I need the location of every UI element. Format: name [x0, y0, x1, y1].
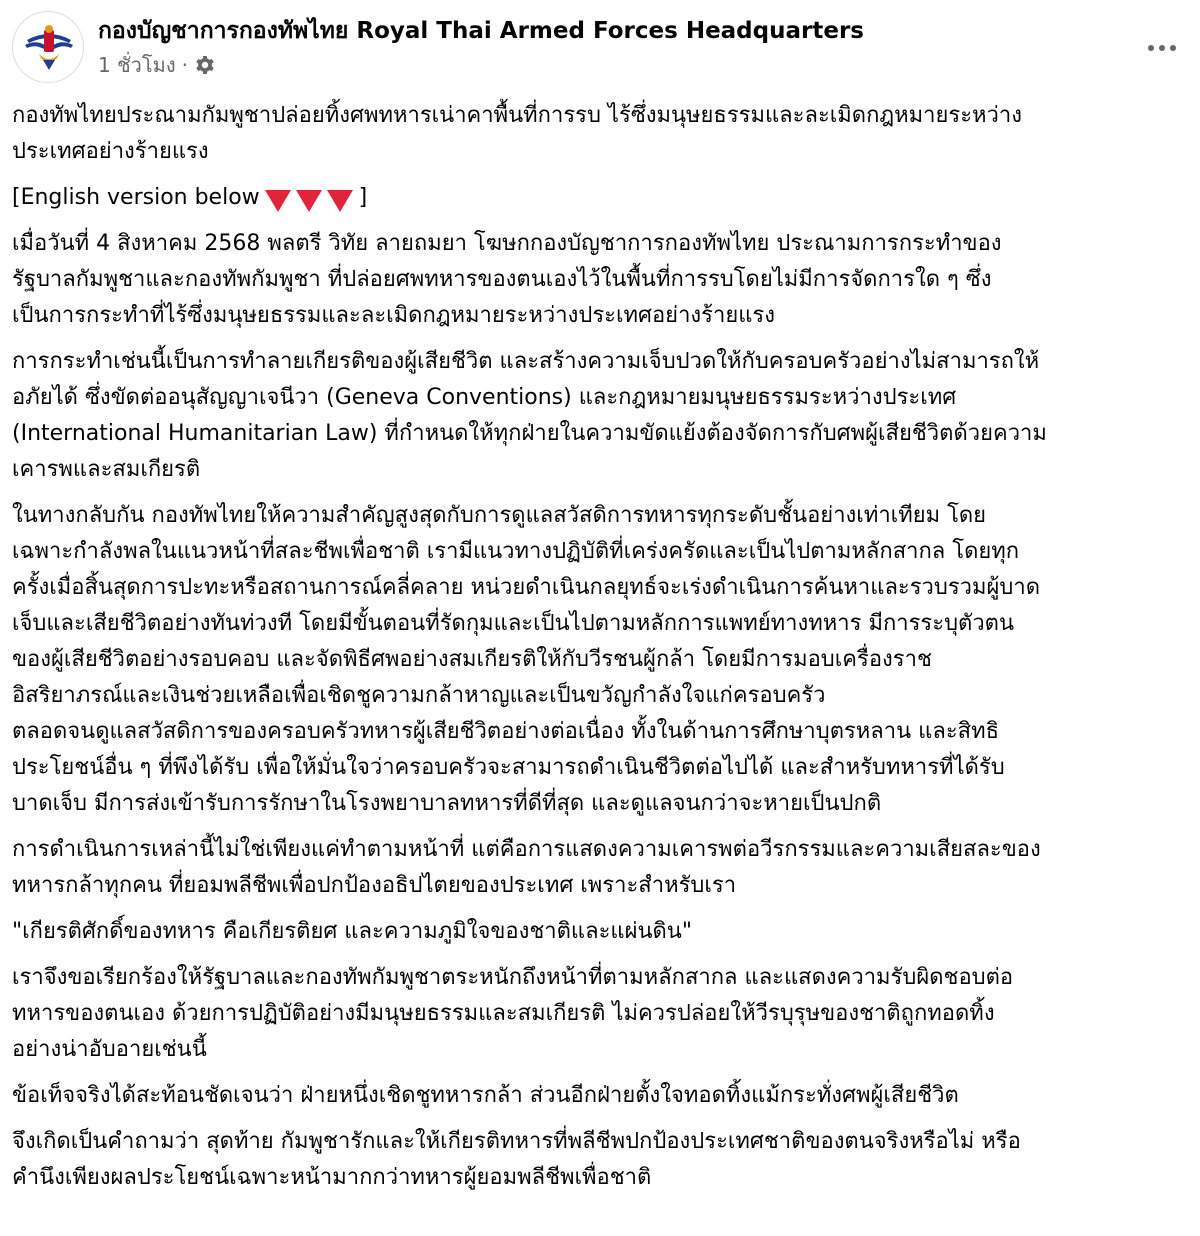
more-options-icon: [1147, 44, 1177, 52]
page-avatar[interactable]: [12, 11, 84, 83]
post-paragraph: การดำเนินการเหล่านี้ไม่ใช่เพียงแค่ทำตามหน้าที่ แต่คือการแสดงความเคารพต่อวีรกรรมและความเสียสละของ ทหารกล้าทุกคน ที่ยอมพลีชีพเพื่อปกป้องอธิปไตยของประเทศ เพราะสำหรับเรา: [12, 837, 1041, 898]
gear-icon[interactable]: [194, 54, 216, 76]
meta-separator: ·: [181, 53, 188, 77]
post-paragraph: ข้อเท็จจริงได้สะท้อนชัดเจนว่า ฝ่ายหนึ่งเชิดชูทหารกล้า ส่วนอีกฝ่ายตั้งใจทอดทิ้งแม้กระทั่งศพผู้เสียชีวิต: [12, 1083, 959, 1108]
post-paragraph: เมื่อวันที่ 4 สิงหาคม 2568 พลตรี วิทัย ลายถมยา โฆษกกองบัญชาการกองทัพไทย ประณามการกระทำของ รัฐบาลกัมพูชาและกองทัพกัมพูชา ที่ปล่อยศพทหารของตนเองไว้ในพื้นที่การรบโดยไม่มีการจัดการใด ๆ ซึ่ง เป็นการกระทำที่ไร้ซึ่งมนุษยธรรมและละเมิดกฎหมายระหว่างประเทศอย่างร้ายแรง: [12, 231, 1002, 328]
english-version-text: [English version below: [12, 185, 260, 210]
post-meta: [98, 52, 216, 78]
triangle-down-red-icon: [265, 190, 291, 212]
post-paragraph-headline: กองทัพไทยประณามกัมพูชาปล่อยทิ้งศพทหารเน่าคาพื้นที่การรบ ไร้ซึ่งมนุษยธรรมและละเมิดกฎหมายระหว่าง ประเทศอย่างร้ายแรง: [12, 103, 1022, 164]
post-paragraph: การกระทำเช่นนี้เป็นการทำลายเกียรติของผู้เสียชีวิต และสร้างความเจ็บปวดให้กับครอบครัวอย่างไม่สามารถให้ อภัยได้ ซึ่งขัดต่ออนุสัญญาเจนีวา (Geneva Conventions) และกฎหมายมนุษยธรรมระหว่างประเทศ (International Humanitarian Law) ที่กำหนดให้ทุกฝ่ายในความขัดแย้งต้องจัดการกับศพผู้เสียชีวิตด้วยความ เคารพและสมเกียรติ: [12, 349, 1047, 482]
post-paragraph: ในทางกลับกัน กองทัพไทยให้ความสำคัญสูงสุดกับการดูแลสวัสดิการทหารทุกระดับชั้นอย่างเท่าเทียม โดย เฉพาะกำลังพลในแนวหน้าที่สละชีพเพื่อชาติ เรามีแนวทางปฏิบัติที่เคร่งครัดและเป็นไปตามหลักสากล โดยทุก ครั้งเมื่อสิ้นสุดการปะทะหรือสถานการณ์คลี่คลาย หน่วยดำเนินกลยุทธ์จะเร่งดำเนินการค้นหาและรวบรวมผู้บาด เจ็บและเสียชีวิตอย่างทันท่วงที โดยมีขั้นตอนที่รัดกุมและเป็นไปตามหลักการแพทย์ทางทหาร มีการระบุตัวตน ของผู้เสียชีวิตอย่างรอบคอบ และจัดพิธีศพอย่างสมเกียรติให้กับวีรชนผู้กล้า โดยมีการมอบเครื่องราช อิสริยาภรณ์และเงินช่วยเหลือเพื่อเชิดชูความกล้าหาญและเป็นขวัญกำลังใจแก่ครอบครัว ตลอดจนดูแลสวัสดิการของครอบครัวทหารผู้เสียชีวิตอย่างต่อเนื่อง ทั้งในด้านการศึกษาบุตรหลาน และสิทธิ ประโยชน์อื่น ๆ ที่พึงได้รับ เพื่อให้มั่นใจว่าครอบครัวจะสามารถดำเนินชีวิตต่อไปได้ และสำหรับทหารที่ได้รับ บาดเจ็บ มีการส่งเข้ารับการรักษาในโรงพยาบาลทหารที่ดีที่สุด และดูแลจนกว่าจะหายเป็นปกติ: [12, 503, 1041, 816]
post-header: [12, 8, 1188, 88]
more-options-button[interactable]: [1142, 28, 1182, 68]
triangle-down-red-icon: [327, 190, 353, 212]
post-body: [12, 98, 1188, 1206]
post-timestamp[interactable]: 1 ชั่วโมง: [98, 53, 176, 77]
post-paragraph: เราจึงขอเรียกร้องให้รัฐบาลและกองทัพกัมพูชาตระหนักถึงหน้าที่ตามหลักสากล และแสดงความรับผิดชอบต่อ ทหารของตนเอง ด้วยการปฏิบัติอย่างมีมนุษยธรรมและสมเกียรติ ไม่ควรปล่อยให้วีรบุรุษของชาติถูกทอดทิ้ง อย่างน่าอับอายเช่นนี้: [12, 965, 1014, 1062]
rtarf-emblem-icon: [13, 12, 84, 83]
triangle-down-red-icon: [296, 190, 322, 212]
post-paragraph: จึงเกิดเป็นคำถามว่า สุดท้าย กัมพูชารักและให้เกียรติทหารที่พลีชีพปกป้องประเทศชาติของตนจริงหรือไม่ หรือ คำนึงเพียงผลประโยชน์เฉพาะหน้ามากกว่าทหารผู้ยอมพลีชีพเพื่อชาติ: [12, 1129, 1021, 1190]
english-version-note: [12, 180, 1188, 216]
english-version-closing: ]: [358, 185, 368, 210]
post-quote: "เกียรติศักดิ์ของทหาร คือเกียรติยศ และความภูมิใจของชาติและแผ่นดิน": [12, 919, 692, 944]
page-name-link[interactable]: กองบัญชาการกองทัพไทย Royal Thai Armed Forces Headquarters: [98, 18, 864, 44]
